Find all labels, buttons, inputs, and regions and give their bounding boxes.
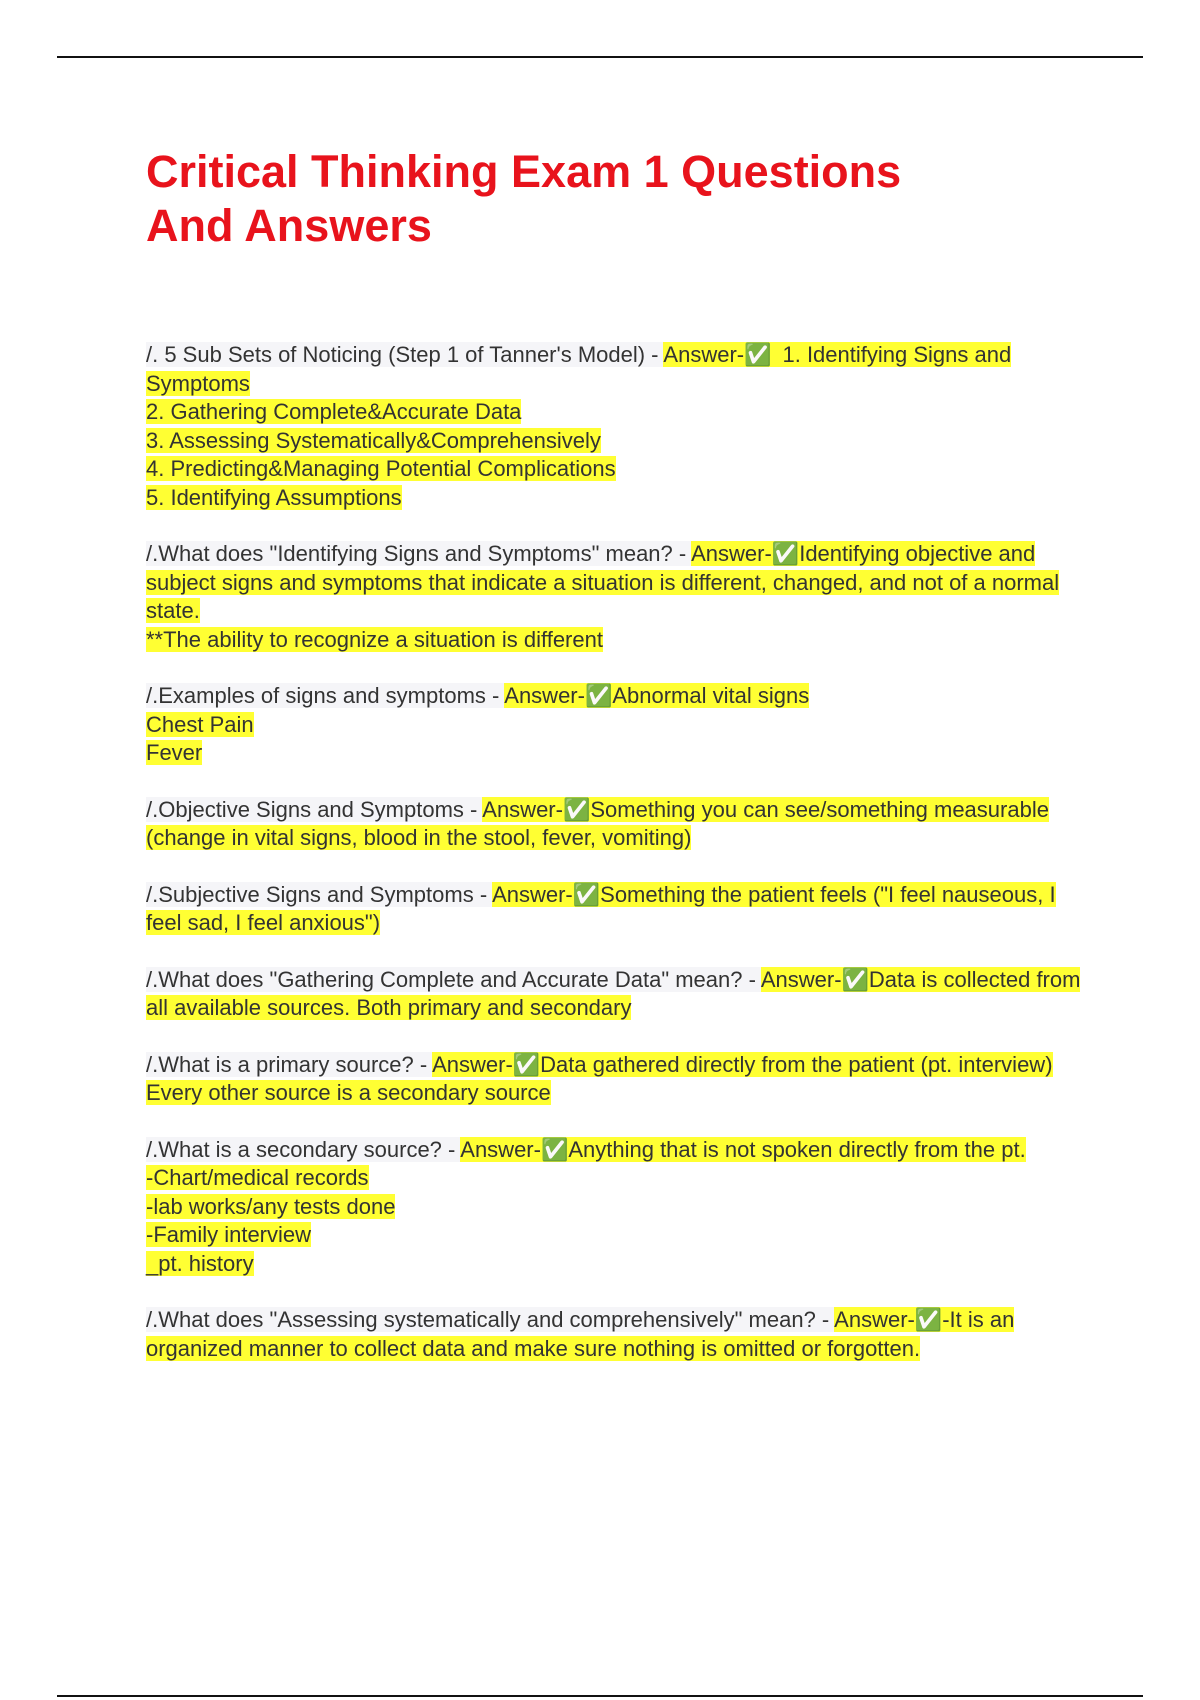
answer-line-text: _pt. history [146, 1250, 254, 1276]
answer-line-text: -lab works/any tests done [146, 1193, 396, 1219]
answer-line-text: -Family interview [146, 1222, 312, 1247]
answer-line-text: 3. Assessing Systematically&Comprehensively [146, 427, 601, 453]
qa-list [146, 341, 1096, 1363]
answer-text: Answer-✅Something the patient feels ("I feel nauseous, I feel sad, I feel anxious") [146, 881, 1056, 935]
answer-text: Answer-✅-It is an organized manner to collect data and make sure nothing is omitted or forgotten. [146, 1307, 1015, 1361]
answer-line-text: 5. Identifying Assumptions [146, 484, 402, 510]
answer-line [146, 427, 1096, 456]
answer-line [146, 1193, 1096, 1222]
answer-text: Answer-✅Anything that is not spoken directly from the pt. [460, 1136, 1026, 1162]
qa-item [146, 881, 1096, 938]
qa-item [146, 1136, 1096, 1279]
answer-text: Answer-✅Abnormal vital signs [504, 683, 810, 708]
answer-line-text: Fever [146, 740, 203, 765]
answer-line-text: -Chart/medical records [146, 1165, 369, 1190]
answer-line-text: **The ability to recognize a situation is different [146, 626, 603, 652]
answer-text: Answer-✅Data gathered directly from the patient (pt. interview) [432, 1051, 1053, 1077]
qa-item [146, 1306, 1096, 1363]
question-text: /.Subjective Signs and Symptoms - [146, 881, 493, 907]
title-line-2: And Answers [146, 200, 432, 251]
answer-line [146, 626, 1096, 655]
answer-text: Answer-✅ 1. Identifying Signs and Symptoms [146, 342, 1012, 396]
answer-line [146, 1221, 1096, 1250]
qa-item [146, 682, 1096, 768]
answer-line [146, 398, 1096, 427]
question-text: /.Objective Signs and Symptoms - [146, 796, 483, 822]
answer-line-text: Every other source is a secondary source [146, 1080, 551, 1105]
question-text: /.What does "Gathering Complete and Accurate Data" mean? - [146, 966, 761, 992]
question-text: /.What is a primary source? - [146, 1051, 433, 1077]
answer-line-text: 2. Gathering Complete&Accurate Data [146, 399, 522, 424]
answer-line [146, 1164, 1096, 1193]
answer-text: Answer-✅Data is collected from all available sources. Both primary and secondary [146, 966, 1081, 1020]
answer-line [146, 739, 1096, 768]
qa-item [146, 1051, 1096, 1108]
question-text: /.What is a secondary source? - [146, 1136, 461, 1162]
answer-line-text: 4. Predicting&Managing Potential Complications [146, 456, 616, 481]
page-title [146, 145, 1096, 253]
answer-line [146, 1250, 1096, 1279]
title-line-1: Critical Thinking Exam 1 Questions [146, 146, 902, 197]
answer-line [146, 711, 1096, 740]
answer-text: Answer-✅Something you can see/something measurable (change in vital signs, blood in the stool, fever, vomiting) [146, 796, 1049, 850]
qa-item [146, 966, 1096, 1023]
document-body [146, 145, 1096, 1391]
answer-text: Answer-✅Identifying objective and subject signs and symptoms that indicate a situation is different, changed, and not of a normal state. [146, 541, 1060, 623]
question-text: /.What does "Assessing systematically and comprehensively" mean? - [146, 1307, 835, 1332]
qa-item [146, 540, 1096, 654]
question-text: /. 5 Sub Sets of Noticing (Step 1 of Tanner's Model) - [146, 342, 664, 367]
qa-item [146, 796, 1096, 853]
bottom-rule [57, 1695, 1143, 1697]
answer-line [146, 1079, 1096, 1108]
question-text: /.What does "Identifying Signs and Symptoms" mean? - [146, 541, 692, 566]
answer-line-text: Chest Pain [146, 711, 254, 737]
answer-line [146, 484, 1096, 513]
qa-item [146, 341, 1096, 512]
answer-line [146, 455, 1096, 484]
question-text: /.Examples of signs and symptoms - [146, 683, 505, 708]
top-rule [57, 56, 1143, 58]
